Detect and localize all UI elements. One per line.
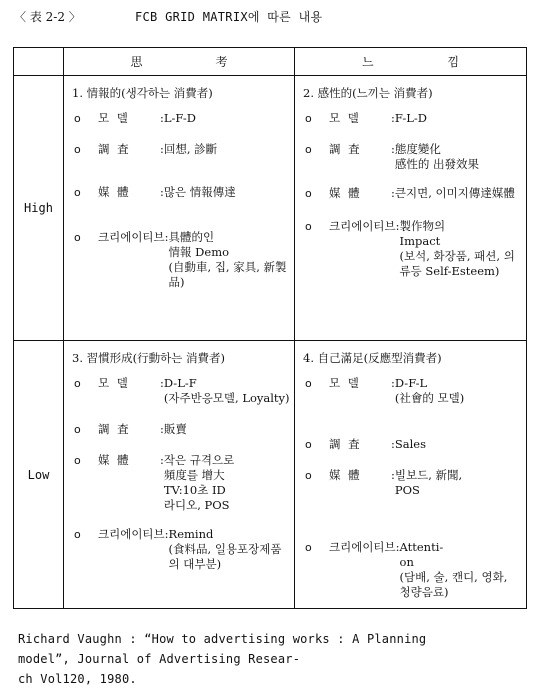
item-value: Attenti- on (담배, 술, 캔디, 영화, 청량음료)	[399, 540, 508, 599]
item-value: F-L-D	[394, 111, 427, 125]
bullet-icon: o	[305, 143, 312, 156]
item-label: 媒 體	[98, 185, 131, 199]
cell-low-feel	[295, 341, 527, 609]
item-value: 작은 규격으로 頻度를 增大 TV:10초 ID 라디오, POS	[163, 453, 235, 512]
list-item: o 調 査 : 態度變化 感性的 出發效果	[305, 142, 526, 172]
table-caption-label: 〈 表 2-2 〉	[14, 10, 81, 24]
item-value: 빌보드, 新聞, POS	[394, 468, 463, 497]
bullet-icon: o	[305, 220, 312, 233]
list-item: o 모 델 : D-F-L (社會的 모델)	[305, 376, 526, 406]
bullet-icon: o	[74, 186, 81, 199]
item-label: 調 査	[329, 437, 362, 451]
item-label: 모 델	[329, 111, 361, 125]
item-label: 크리에이티브	[98, 230, 165, 244]
list-item: o 크리에이티브 : 製作物의 Impact (보석, 화장품, 패션, 의류등 Self-Esteem)	[305, 219, 526, 279]
row-low	[14, 341, 527, 609]
item-value: 製作物의 Impact (보석, 화장품, 패션, 의류등 Self-Esteem)	[399, 219, 515, 278]
bullet-icon: o	[74, 112, 81, 125]
item-value: 큰지면, 이미지傳達媒體	[394, 186, 515, 200]
cell-title: 4. 自己滿足(反應型消費者)	[303, 351, 442, 365]
cell-high-think	[64, 76, 295, 341]
citation: Richard Vaughn : “How to advertising works : A Planning model”, Journal of Advertising Resear- ch Vol120, 1980.	[18, 632, 427, 686]
cell-high-feel	[295, 76, 527, 341]
item-label: 媒 體	[329, 186, 362, 200]
item-value: 回想, 診斷	[163, 142, 218, 156]
bullet-icon: o	[305, 377, 312, 390]
list-item: o 媒 體 : 많은 情報傳達	[74, 185, 294, 200]
bullet-icon: o	[74, 231, 81, 244]
header-row	[14, 48, 527, 76]
bullet-icon: o	[305, 187, 312, 200]
item-label: 調 査	[98, 422, 131, 436]
list-item: o 크리에이티브 : Remind (食料品, 일용포장제품의 대부분)	[74, 527, 294, 572]
fcb-grid-matrix	[13, 47, 527, 609]
item-value: 많은 情報傳達	[163, 185, 236, 199]
list-item: o 媒 體 : 작은 규격으로 頻度를 增大 TV:10초 ID 라디오, POS	[74, 453, 294, 513]
item-label: 媒 體	[329, 468, 362, 482]
item-value: 販賣	[163, 422, 187, 436]
item-value: L-F-D	[163, 111, 196, 125]
header-feel-char-2: 낌	[447, 55, 460, 69]
header-think-char-1: 思	[130, 55, 143, 69]
list-item: o 媒 體 : 큰지면, 이미지傳達媒體	[305, 186, 526, 201]
item-label: 크리에이티브	[98, 527, 165, 541]
cell-title: 1. 情報的(생각하는 消費者)	[72, 86, 213, 100]
list-item: o 調 査 : Sales	[305, 437, 526, 452]
item-value: 態度變化 感性的 出發效果	[394, 142, 480, 171]
item-label: 크리에이티브	[329, 540, 396, 554]
item-value: Sales	[394, 437, 426, 451]
bullet-icon: o	[74, 454, 81, 467]
header-feel	[295, 48, 527, 76]
item-label: 모 델	[329, 376, 361, 390]
list-item: o 모 델 : F-L-D	[305, 111, 526, 126]
bullet-icon: o	[305, 469, 312, 482]
bullet-icon: o	[74, 377, 81, 390]
row-high	[14, 76, 527, 341]
header-think	[64, 48, 295, 76]
item-label: 媒 體	[98, 453, 131, 467]
item-label: 모 델	[98, 111, 130, 125]
item-value: D-L-F (자주반응모델, Loyalty)	[163, 376, 290, 405]
item-label: 모 델	[98, 376, 130, 390]
item-value: Remind (食料品, 일용포장제품의 대부분)	[168, 527, 282, 571]
list-item: o 크리에이티브 : 具體的인 情報 Demo (自動車, 집, 家具, 新製品)	[74, 230, 294, 290]
list-item: o 調 査 : 販賣	[74, 422, 294, 437]
bullet-icon: o	[305, 438, 312, 451]
header-feel-char-1: 느	[361, 55, 374, 69]
list-item: o 調 査 : 回想, 診斷	[74, 142, 294, 157]
list-item: o 모 델 : L-F-D	[74, 111, 294, 126]
item-label: 調 査	[329, 142, 362, 156]
list-item: o 모 델 : D-L-F (자주반응모델, Loyalty)	[74, 376, 294, 406]
header-think-char-2: 考	[215, 55, 228, 69]
cell-title: 2. 感性的(느끼는 消費者)	[303, 86, 433, 100]
bullet-icon: o	[74, 143, 81, 156]
table-caption-title: FCB GRID MATRIX에 따른 내용	[135, 10, 323, 24]
cell-title: 3. 習慣形成(行動하는 消費者)	[72, 351, 225, 365]
bullet-icon: o	[305, 541, 312, 554]
bullet-icon: o	[74, 528, 81, 541]
list-item: o 크리에이티브 : Attenti- on (담배, 술, 캔디, 영화, 청량음료)	[305, 540, 526, 600]
list-item: o 媒 體 : 빌보드, 新聞, POS	[305, 468, 526, 498]
header-corner	[14, 48, 64, 76]
item-label: 調 査	[98, 142, 131, 156]
row-label-high: High	[14, 76, 64, 341]
item-label: 크리에이티브	[329, 219, 396, 233]
row-label-low: Low	[14, 341, 64, 609]
item-value: 具體的인 情報 Demo (自動車, 집, 家具, 新製品)	[168, 230, 287, 289]
bullet-icon: o	[305, 112, 312, 125]
bullet-icon: o	[74, 423, 81, 436]
cell-low-think	[64, 341, 295, 609]
item-value: D-F-L (社會的 모델)	[394, 376, 465, 405]
